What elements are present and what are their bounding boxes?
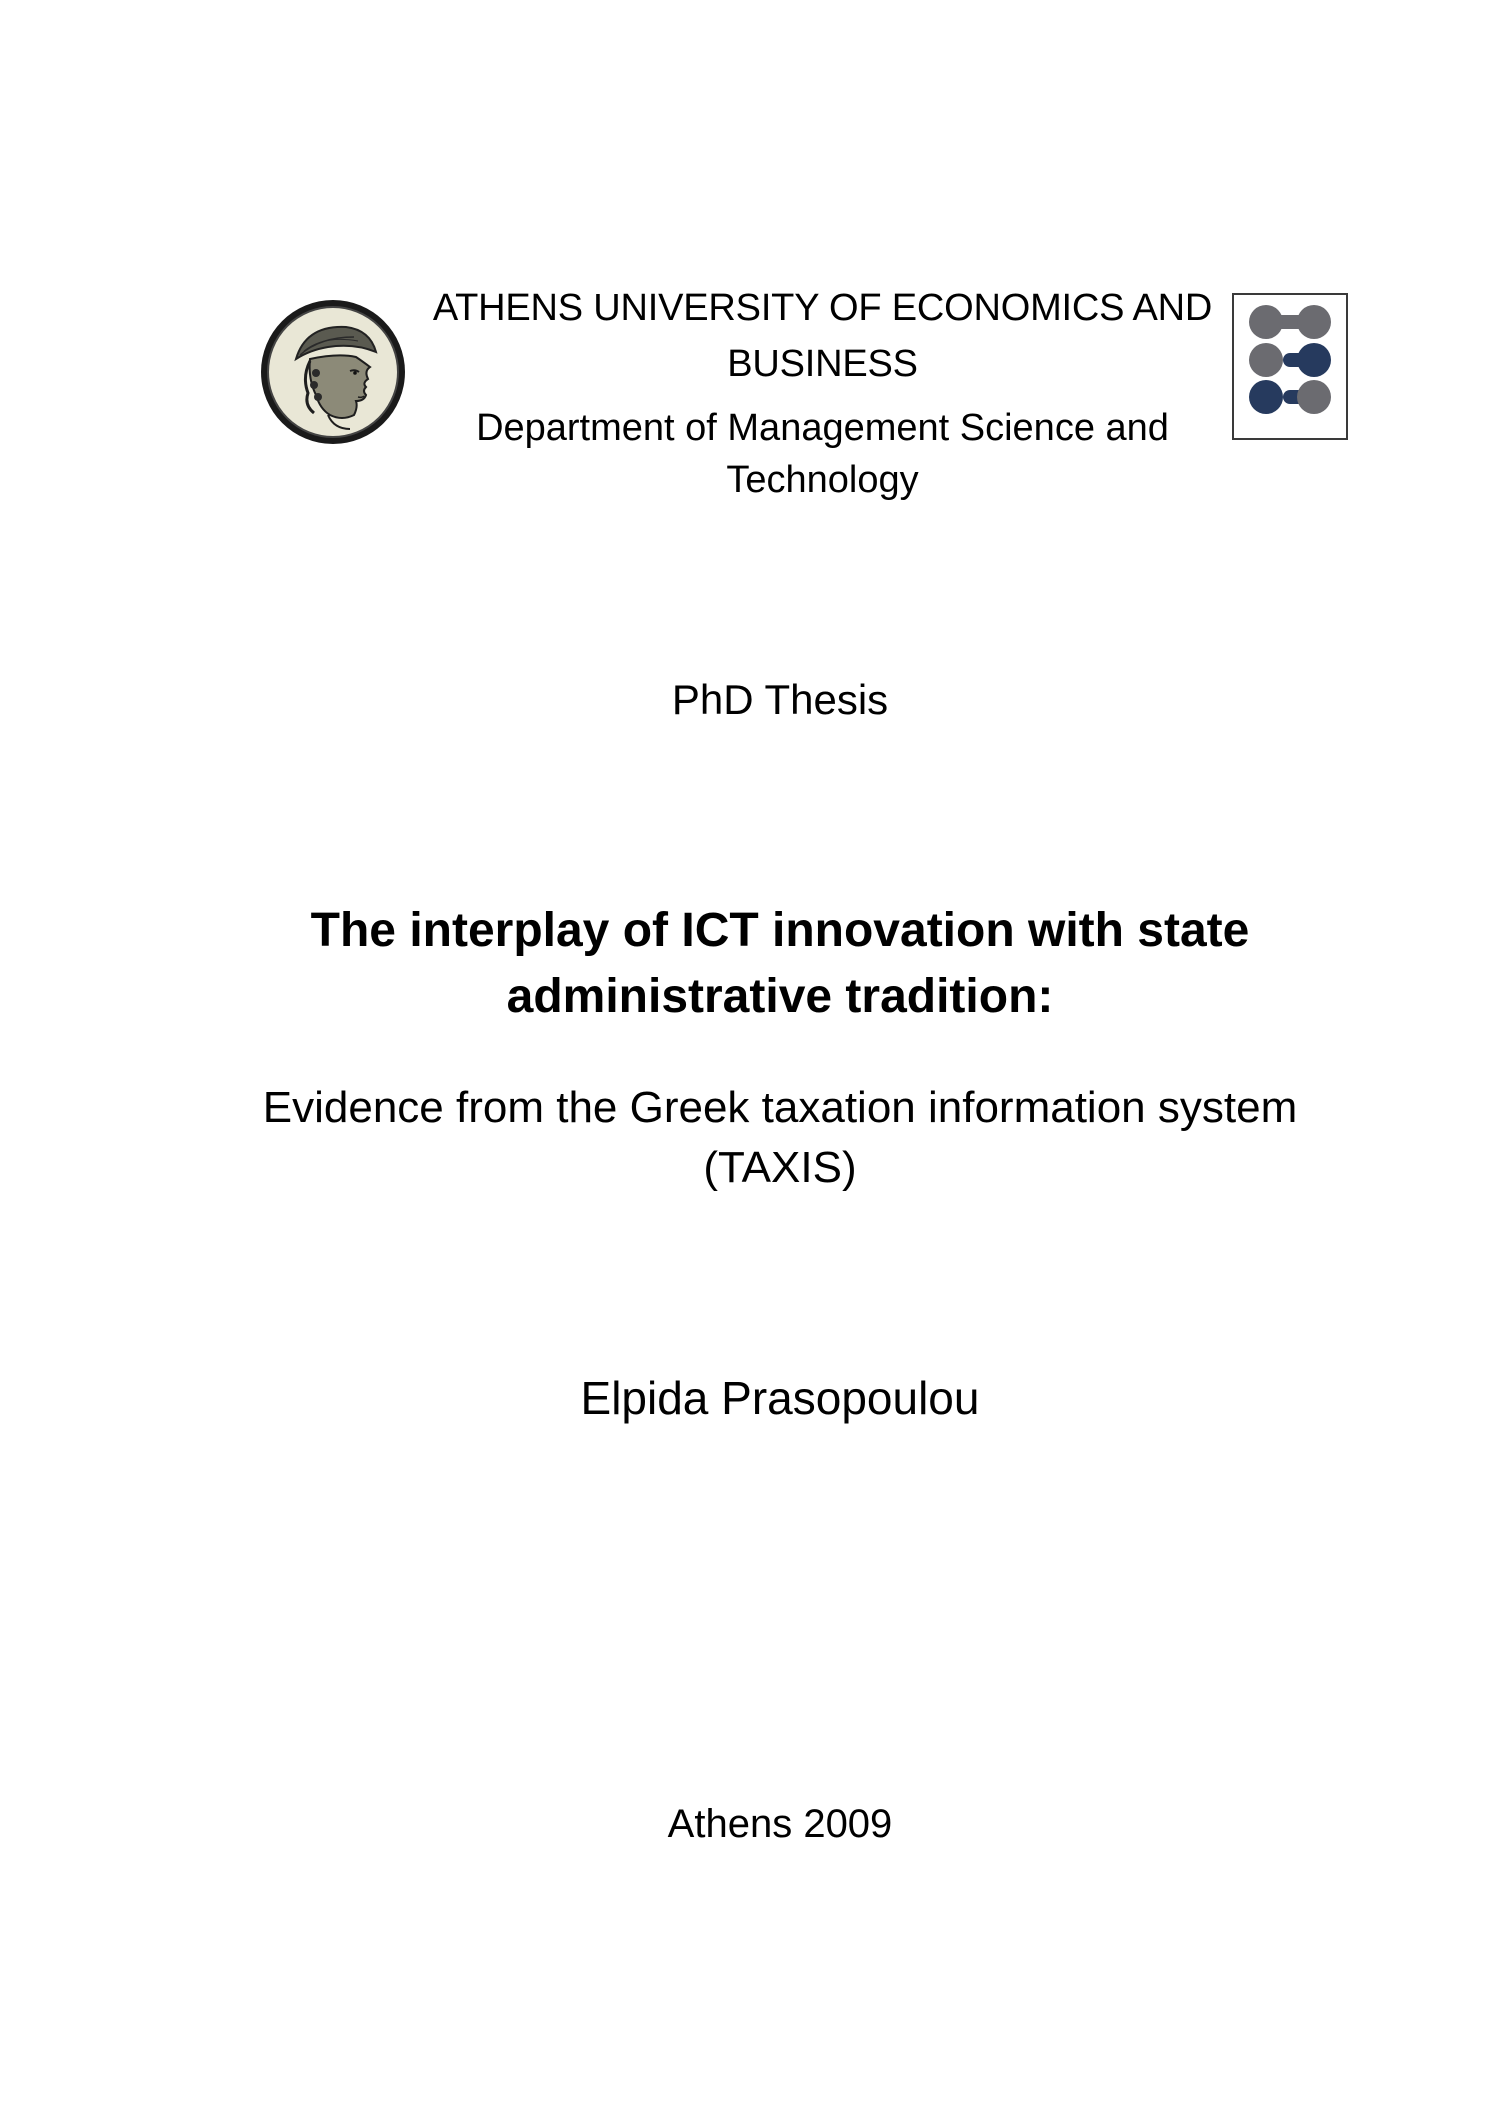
place-and-year: Athens 2009 [667,1802,893,1846]
thesis-subtitle: Evidence from the Greek taxation information system (TAXIS) [262,1083,1298,1192]
university-name: ATHENS UNIVERSITY OF ECONOMICS AND BUSINESS [432,287,1213,385]
thesis-type: PhD Thesis [671,676,889,723]
thesis-title: The interplay of ICT innovation with state administrative tradition: [310,904,1250,1023]
department-name: Department of Management Science and Technology [476,407,1169,501]
department-dots-logo-icon [1232,293,1348,440]
author-name: Elpida Prasopoulou [580,1372,980,1424]
header [415,280,1230,506]
hermes-coin-seal-icon [258,297,408,447]
